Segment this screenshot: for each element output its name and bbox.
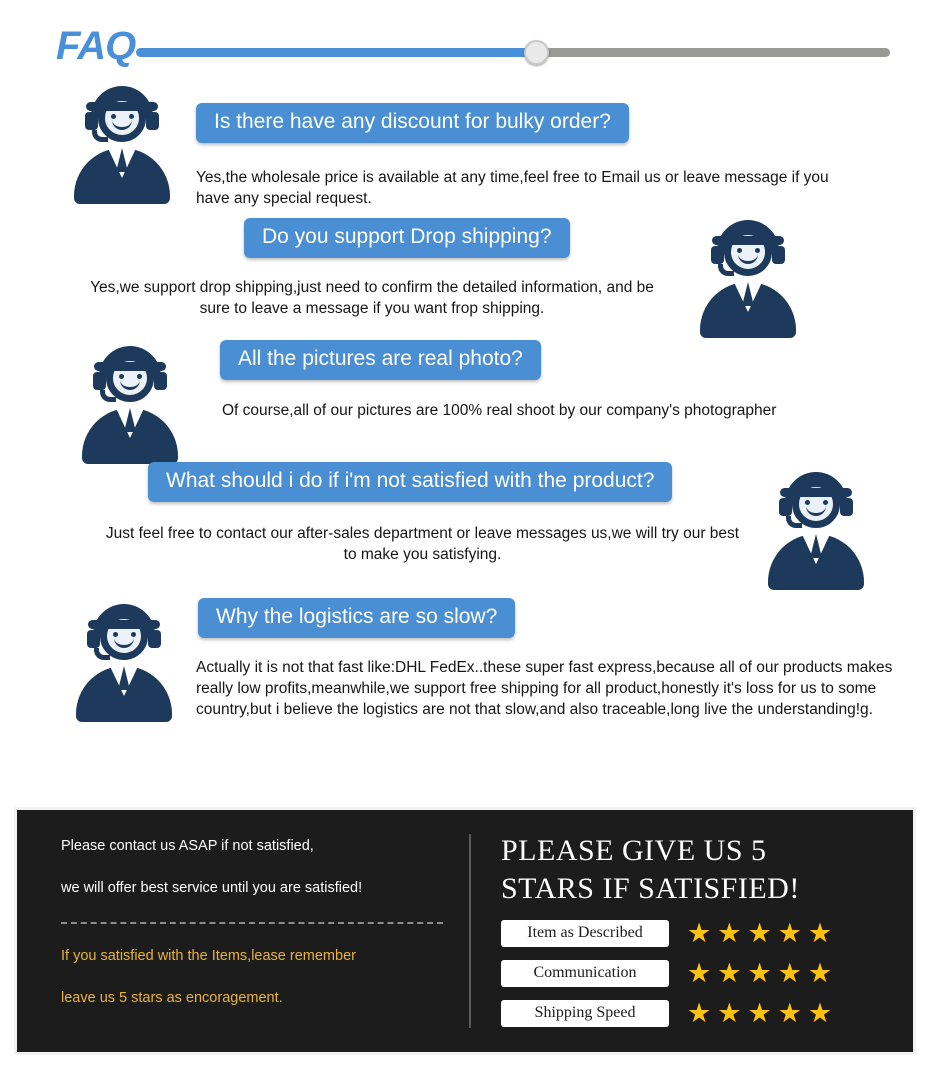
banner-left-column: [17, 810, 469, 1052]
operator-avatar-icon: [70, 604, 178, 722]
operator-avatar-icon: [76, 346, 184, 464]
operator-avatar-icon: [68, 86, 176, 204]
banner-line-2: we will offer best service until you are satisfied!: [61, 880, 363, 896]
star-icon: ★: [807, 958, 833, 988]
banner-headline-line-2: STARS IF SATISFIED!: [501, 871, 800, 905]
rating-row: [501, 960, 913, 987]
rating-row: [501, 920, 913, 947]
star-icon: ★: [687, 998, 712, 1028]
progress-slider-knob[interactable]: [524, 40, 549, 65]
rating-row: [501, 1000, 913, 1027]
star-icon: ★: [807, 998, 833, 1028]
rating-stars: [687, 1000, 832, 1027]
star-icon: ★: [777, 958, 802, 988]
star-icon: ★: [717, 918, 742, 948]
rating-label: Shipping Speed: [501, 1000, 669, 1027]
operator-avatar-icon: [762, 472, 870, 590]
star-icon: ★: [747, 998, 772, 1028]
star-icon: ★: [687, 918, 712, 948]
faq-item-3: [0, 336, 930, 458]
operator-avatar-icon: [694, 220, 802, 338]
faq-question-5: Why the logistics are so slow?: [198, 598, 515, 638]
banner-line-1: Please contact us ASAP if not satisfied,: [61, 838, 314, 854]
faq-question-2: Do you support Drop shipping?: [244, 218, 570, 258]
star-icon: ★: [747, 918, 772, 948]
faq-answer-5: Actually it is not that fast like:DHL FedEx..these super fast express,because all of our products makes really low profits,meanwhile,we support free shipping for all product,honestly it's loss for us to some country,but i believe the logistics are not that slow,and also traceable,long live the understanding!g.: [196, 659, 893, 718]
banner-line-4: leave us 5 stars as encoragement.: [61, 990, 283, 1006]
banner-divider-dashed: [61, 922, 443, 924]
review-request-banner: [14, 807, 916, 1055]
faq-question-1: Is there have any discount for bulky order?: [196, 103, 629, 143]
faq-answer-3: Of course,all of our pictures are 100% real shoot by our company's photographer: [222, 402, 777, 419]
rating-label: Communication: [501, 960, 669, 987]
faq-item-5: [0, 586, 930, 756]
progress-slider-track[interactable]: [136, 48, 890, 57]
star-icon: ★: [717, 958, 742, 988]
rating-label: Item as Described: [501, 920, 669, 947]
faq-item-2: [0, 214, 930, 336]
faq-answer-4: Just feel free to contact our after-sales department or leave messages us,we will try our best to make you satisfying.: [105, 525, 740, 563]
star-icon: ★: [717, 998, 742, 1028]
star-icon: ★: [807, 918, 833, 948]
faq-answer-1: Yes,the wholesale price is available at any time,feel free to Email us or leave message if you have any special request.: [196, 169, 829, 207]
faq-question-4: What should i do if i'm not satisfied with the product?: [148, 462, 672, 502]
faq-item-4: [0, 458, 930, 586]
star-icon: ★: [777, 998, 802, 1028]
page-title: FAQ: [56, 24, 136, 68]
rating-stars: [687, 920, 832, 947]
faq-item-1: [0, 86, 930, 214]
banner-headline-line-1: PLEASE GIVE US 5: [501, 834, 767, 867]
faq-header: [0, 0, 930, 86]
rating-stars: [687, 960, 832, 987]
star-icon: ★: [687, 958, 712, 988]
faq-answer-2: Yes,we support drop shipping,just need to confirm the detailed information, and be sure to leave a message if you want frop shipping.: [90, 279, 654, 317]
star-icon: ★: [747, 958, 772, 988]
banner-line-3: If you satisfied with the Items,lease remember: [61, 948, 356, 964]
star-icon: ★: [777, 918, 802, 948]
faq-question-3: All the pictures are real photo?: [220, 340, 541, 380]
banner-right-column: [471, 810, 913, 1052]
